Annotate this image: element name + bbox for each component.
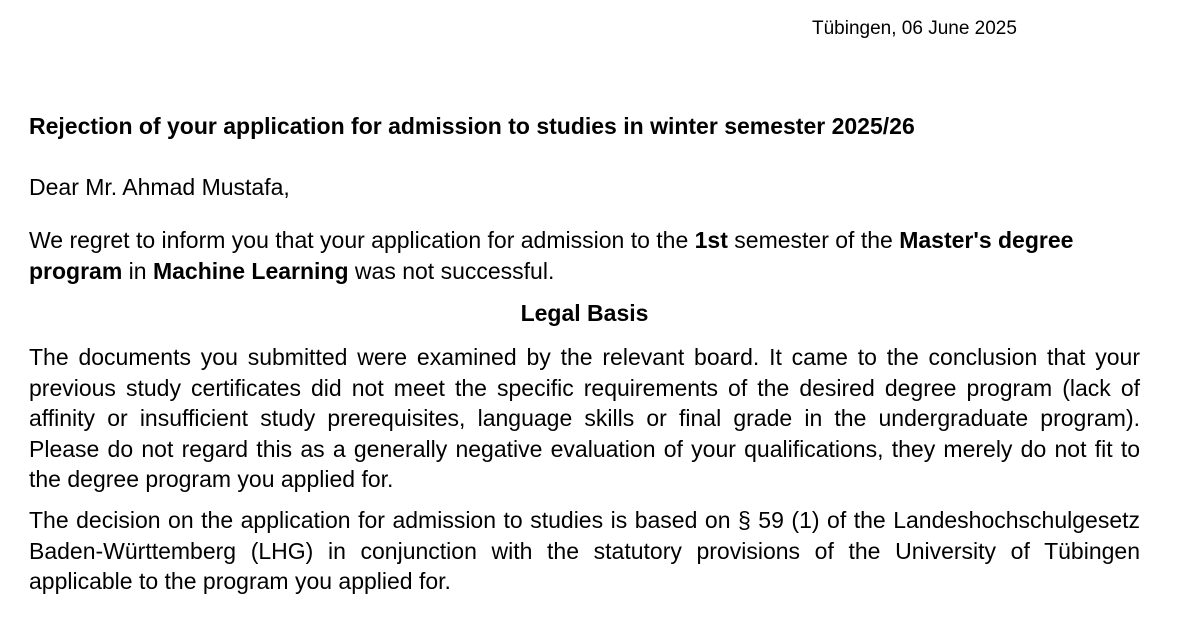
intro-text-part2: semester of the — [727, 227, 900, 253]
decision-paragraph: The decision on the application for admission to studies is based on § 59 (1) of the Landeshochschulgesetz Baden-Württemberg (LHG) in conjunction with the statutory provisions of the University of Tübingen applicable to the program you applied for. — [29, 507, 1140, 594]
letter-date: Tübingen, 06 June 2025 — [812, 18, 1017, 39]
intro-text-part1: We regret to inform you that your application for admission to the — [29, 227, 695, 253]
documents-paragraph: The documents you submitted were examined by the relevant board. It came to the conclusion that your previous study certificates did not meet the specific requirements of the desired degree program (lack of affinity or insufficient study prerequisites, language skills or final grade in the undergraduate program). Please do not regard this as a generally negative evaluation of your qualifications, they merely do not fit to the degree program you applied for. — [29, 344, 1140, 492]
intro-paragraph — [29, 225, 1140, 286]
letter-subject: Rejection of your application for admission to studies in winter semester 2025/26 — [29, 113, 915, 139]
intro-semester: 1st — [694, 227, 728, 253]
legal-basis-heading: Legal Basis — [520, 300, 649, 326]
intro-text-part3: in — [122, 257, 153, 284]
intro-subject-area: Machine Learning — [152, 257, 349, 284]
intro-text-part4: was not successful. — [348, 257, 555, 284]
letter-salutation: Dear Mr. Ahmad Mustafa, — [29, 174, 290, 200]
intro-degree: Master's degree program — [29, 227, 1074, 284]
